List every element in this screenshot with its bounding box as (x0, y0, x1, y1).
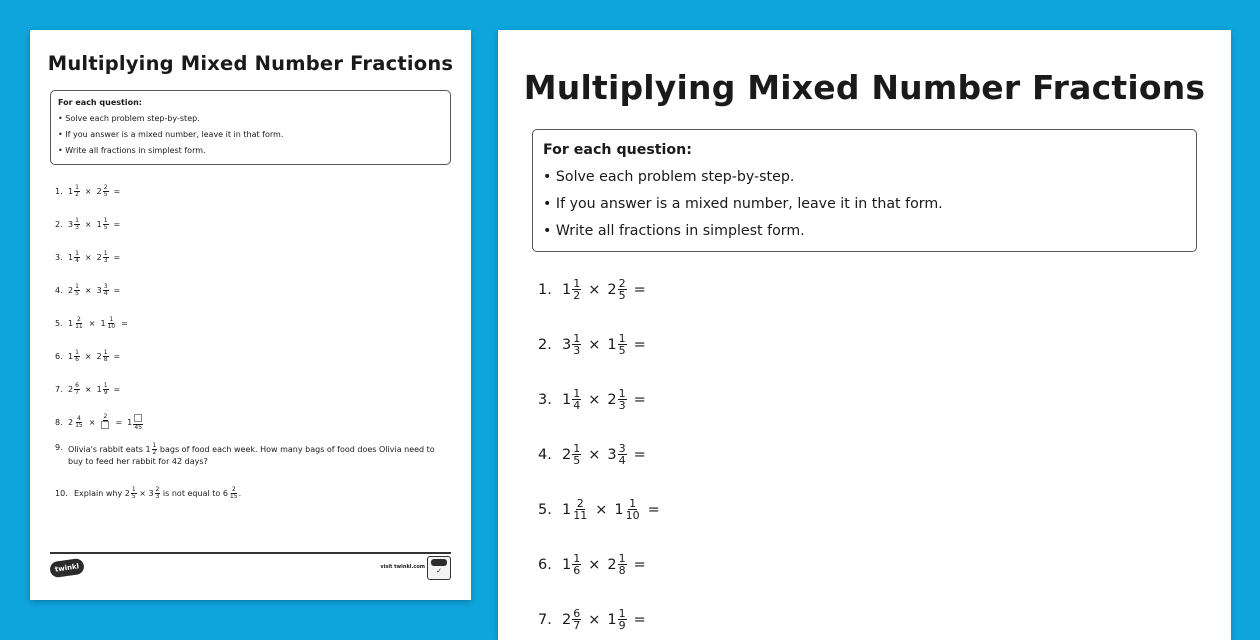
mixed-number: 1 $\frac{1}{9}$ (96, 382, 108, 396)
times-sign: × (588, 281, 601, 298)
mixed-number: 1 $\frac{1}{2}$ (68, 184, 79, 198)
word-problem (55, 439, 471, 477)
question-number: 3. (538, 391, 552, 408)
equals-sign: = (113, 220, 121, 229)
question-item (538, 317, 1231, 372)
times-sign: × (588, 336, 601, 353)
instruction-bullet: • Write all fractions in simplest form. (58, 143, 442, 159)
mixed-number: 1 $\frac{1}{9}$ (607, 607, 626, 632)
mixed-number: 2 $\frac{1}{5}$ (68, 283, 79, 297)
mixed-number: 2 $\frac{1}{5}$ (124, 486, 136, 500)
times-sign: × (84, 352, 92, 361)
question-item (538, 372, 1231, 427)
question-number: 9. (55, 443, 63, 452)
mixed-number: 2 $\frac{2}{5}$ (607, 277, 626, 302)
instructions-box (532, 129, 1197, 252)
question-item (55, 340, 471, 373)
question-item (55, 406, 471, 439)
question-number: 4. (538, 446, 552, 463)
question-item (55, 241, 471, 274)
equals-sign: = (115, 418, 123, 427)
mixed-number: 2 $\frac{2}{5}$ (96, 184, 108, 198)
equals-sign: = (633, 391, 646, 408)
times-sign: × (588, 556, 601, 573)
equals-sign: = (633, 611, 646, 628)
mixed-number: 3 $\frac{3}{4}$ (96, 283, 108, 297)
answer-blank[interactable] (134, 414, 142, 422)
question-item (538, 537, 1231, 592)
mixed-number: 2 $\frac{6}{7}$ (68, 382, 79, 396)
equals-sign: = (633, 556, 646, 573)
question-list (538, 262, 1231, 640)
times-sign: × (595, 501, 608, 518)
footer-url: visit twinkl.com (380, 564, 425, 570)
mixed-number: 2 $\frac{1}{3}$ (607, 387, 626, 412)
times-sign: × (588, 611, 601, 628)
mixed-number: 1 $\frac{1}{5}$ (607, 332, 626, 357)
mixed-number: 2 $\frac{1}{8}$ (96, 349, 108, 363)
worksheet-zoomed (498, 30, 1231, 640)
mixed-number: 1 45 (127, 414, 143, 431)
question-number: 6. (55, 352, 63, 361)
missing-denominator-fraction: 2 (100, 414, 110, 431)
question-item (55, 274, 471, 307)
worksheet-title: Multiplying Mixed Number Fractions (523, 68, 1206, 107)
question-item (55, 175, 471, 208)
mixed-number: 1 $\frac{1}{10}$ (100, 316, 116, 330)
equals-sign: = (633, 446, 646, 463)
mixed-number: 1 $\frac{1}{4}$ (68, 250, 79, 264)
worksheet-thumbnail (30, 30, 471, 600)
question-number: 7. (538, 611, 552, 628)
quality-checked-badge-icon: ✓ (427, 556, 451, 580)
mixed-number: 1 $\frac{1}{2}$ (562, 277, 581, 302)
mixed-number: 2 $\frac{1}{3}$ (96, 250, 108, 264)
question-number: 6. (538, 556, 552, 573)
times-sign: × (84, 286, 92, 295)
mixed-number: 3 $\frac{1}{3}$ (562, 332, 581, 357)
times-sign: × (588, 391, 601, 408)
question-item (55, 373, 471, 406)
times-sign: × (84, 187, 92, 196)
equals-sign: = (633, 336, 646, 353)
mixed-number: 1 $\frac{1}{2}$ (145, 442, 157, 456)
equals-sign: = (647, 501, 660, 518)
mixed-number: 3 $\frac{2}{3}$ (148, 486, 160, 500)
explain-text: Explain why 2 $\frac{1}{5}$ × 3 $\frac{2}{3}$ is not equal to 6 $\frac{2}{15}$ . (74, 486, 242, 500)
question-number: 5. (55, 319, 63, 328)
times-sign: × (88, 319, 96, 328)
twinkl-logo: twinkl (49, 558, 85, 579)
equals-sign: = (113, 253, 121, 262)
mixed-number: 2 $\frac{4}{15}$ (68, 415, 83, 429)
equals-sign: = (113, 385, 121, 394)
question-number: 1. (55, 187, 63, 196)
instruction-bullet: • Write all fractions in simplest form. (543, 218, 1186, 245)
question-number: 10. (55, 489, 68, 498)
question-item (55, 208, 471, 241)
mixed-number: 1 $\frac{1}{6}$ (562, 552, 581, 577)
question-number: 1. (538, 281, 552, 298)
mixed-number: 1 $\frac{1}{10}$ (614, 497, 640, 522)
mixed-number: 1 $\frac{1}{6}$ (68, 349, 79, 363)
explain-question (55, 477, 471, 510)
instructions-box (50, 90, 451, 165)
question-list (55, 175, 471, 510)
question-item (538, 262, 1231, 317)
mixed-number: 1 $\frac{1}{4}$ (562, 387, 581, 412)
equals-sign: = (633, 281, 646, 298)
instruction-bullet: • If you answer is a mixed number, leave it in that form. (543, 191, 1186, 218)
equals-sign: = (113, 286, 121, 295)
footer-divider (50, 552, 451, 554)
times-sign: × (88, 418, 96, 427)
mixed-number: 2 $\frac{1}{8}$ (607, 552, 626, 577)
instruction-bullet: • Solve each problem step-by-step. (543, 164, 1186, 191)
mixed-number: 3 $\frac{3}{4}$ (607, 442, 626, 467)
question-number: 2. (538, 336, 552, 353)
mixed-number: 3 $\frac{1}{3}$ (68, 217, 79, 231)
instructions-heading: For each question: (58, 98, 142, 107)
instruction-bullet: • If you answer is a mixed number, leave it in that form. (58, 127, 442, 143)
question-item (538, 427, 1231, 482)
question-item (538, 592, 1231, 640)
question-number: 7. (55, 385, 63, 394)
equals-sign: = (121, 319, 128, 328)
mixed-number: 1 $\frac{1}{5}$ (96, 217, 108, 231)
mixed-number: 1 $\frac{2}{11}$ (562, 497, 588, 522)
mixed-number: 2 $\frac{1}{5}$ (562, 442, 581, 467)
question-number: 3. (55, 253, 63, 262)
equals-sign: = (113, 352, 121, 361)
answer-blank[interactable] (101, 421, 109, 429)
worksheet-title: Multiplying Mixed Number Fractions (47, 52, 454, 75)
question-number: 2. (55, 220, 63, 229)
times-sign: × (588, 446, 601, 463)
question-number: 8. (55, 418, 63, 427)
times-sign: × (84, 385, 92, 394)
times-sign: × (84, 253, 92, 262)
question-number: 5. (538, 501, 552, 518)
word-problem-text: Olivia's rabbit eats 1 $\frac{1}{2}$ bags of food each week. How many bags of food does Olivia need to buy to feed her rabbit for 42 days? (68, 442, 435, 466)
question-item (538, 482, 1231, 537)
instruction-bullet: • Solve each problem step-by-step. (58, 111, 442, 127)
question-item (55, 307, 471, 340)
mixed-number: 6 $\frac{2}{15}$ (222, 486, 238, 500)
equals-sign: = (113, 187, 121, 196)
mixed-number: 1 $\frac{2}{11}$ (68, 316, 83, 330)
question-number: 4. (55, 286, 63, 295)
instructions-heading: For each question: (543, 142, 692, 158)
mixed-number: 2 $\frac{6}{7}$ (562, 607, 581, 632)
times-sign: × (84, 220, 92, 229)
